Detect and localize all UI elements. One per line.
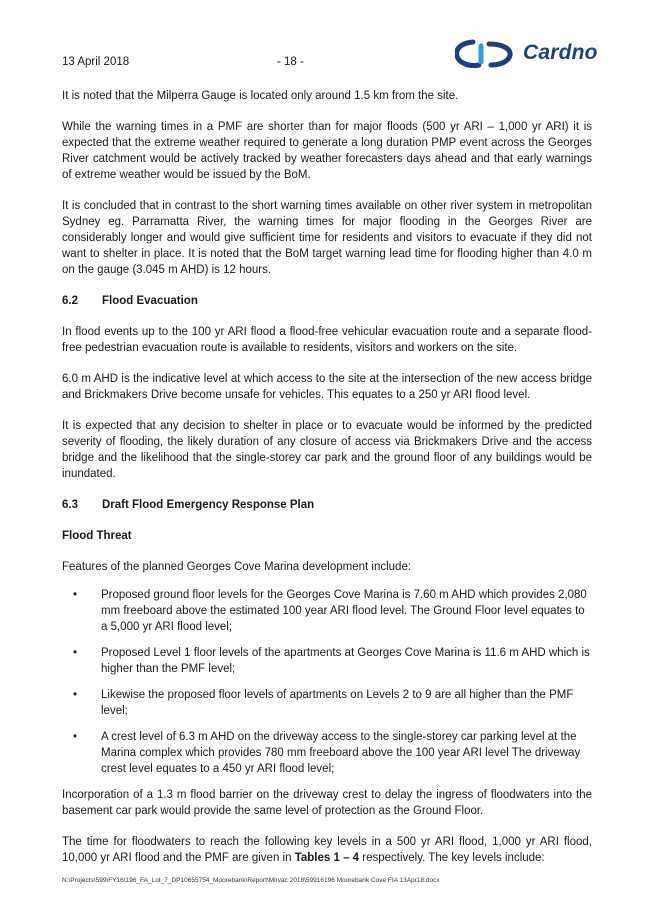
section-title: Draft Flood Emergency Response Plan (102, 499, 315, 511)
cardno-logo (455, 38, 615, 70)
bullet-icon: • (73, 689, 78, 701)
list-item (62, 687, 592, 719)
paragraph: While the warning times in a PMF are shorter than for major floods (500 yr ARI – 1,000 yr ARI) it is expected that the extreme weather required to generate a long duration PMP event across the Georges River catchment would be actively tracked by weather forecasters days ahead and that early warnings of extreme weather would be issued by the BoM. (62, 121, 592, 181)
paragraph: 6.0 m AHD is the indicative level at which access to the site at the intersection of the new access bridge and Brickmakers Drive become unsafe for vehicles. This equates to a 250 yr ARI flood level. (62, 373, 592, 401)
section-heading-6-3 (62, 497, 592, 513)
paragraph: In flood events up to the 100 yr ARI flood a flood-free vehicular evacuation route and a separate flood-free pedestrian evacuation route is available to residents, visitors and workers on the site. (62, 326, 592, 354)
paragraph: Features of the planned Georges Cove Marina development include: (62, 561, 412, 573)
cardno-logo-mark-icon (455, 38, 519, 70)
tables-reference: Tables 1 – 4 (294, 852, 360, 864)
list-item (62, 587, 592, 635)
page-number: - 18 - (277, 56, 304, 68)
header-date: 13 April 2018 (62, 56, 130, 68)
text-run: respectively. The key levels include: (359, 852, 545, 864)
page-body (62, 88, 592, 881)
bullet-icon: • (73, 589, 78, 601)
paragraph: It is noted that the Milperra Gauge is located only around 1.5 km from the site. (62, 90, 459, 102)
paragraph: It is expected that any decision to shelter in place or to evacuate would be informed by the predicted severity of flooding, the likely duration of any closure of access via Brickmakers Drive and the access bridge and the likelihood that the single-storey car park and the ground floor of any buildings would be inundated. (62, 420, 592, 480)
paragraph: It is concluded that in contrast to the short warning times available on other river system in metropolitan Sydney eg. Parramatta River, the warning times for major flooding in the Georges River are considerably longer and would give sufficient time for residents and visitors to evacuate if they did not want to shelter in place. It is noted that the BoM target warning lead time for flooding higher than 4.0 m on the gauge (3.045 m AHD) is 12 hours. (62, 200, 592, 276)
list-item (62, 645, 592, 677)
list-item (62, 729, 592, 777)
section-title: Flood Evacuation (102, 295, 198, 307)
subheading-flood-threat: Flood Threat (62, 530, 132, 542)
logo-wordmark: Cardno (523, 41, 598, 64)
text-run: The time for floodwaters to reach the following key levels in a 500 yr ARI flood, 1,000 yr ARI flood, 10,000 yr ARI flood and the PMF are given in (62, 836, 592, 864)
list-item-text: A crest level of 6.3 m AHD on the driveway access to the single-storey car parking level at the Marina complex which provides 780 mm freeboard above the 100 year ARI level The driveway crest level equates to a 450 yr ARI flood level; (101, 731, 581, 775)
paragraph-tables (62, 834, 592, 866)
bullet-icon: • (73, 731, 78, 743)
section-number: 6.3 (62, 499, 78, 511)
paragraph: Incorporation of a 1.3 m flood barrier on the driveway crest to delay the ingress of floodwaters into the basement car park would provide the same level of protection as the Ground Floor. (62, 789, 592, 817)
bullet-icon: • (73, 647, 78, 659)
section-heading-6-2 (62, 293, 592, 309)
features-list (62, 587, 592, 777)
footer-file-path: N:\Projects\599\FY16\196_FA_Lot_7_DP10655754_Moorebank\Report\Mirvac 2018\59916196 Moorebank Cove FIA 13Apr18.docx (62, 877, 440, 884)
list-item-text: Likewise the proposed floor levels of apartments on Levels 2 to 9 are all higher than the PMF level; (101, 689, 574, 717)
section-number: 6.2 (62, 295, 78, 307)
list-item-text: Proposed ground floor levels for the Georges Cove Marina is 7.60 m AHD which provides 2,080 mm freeboard above the estimated 100 year ARI flood level. The Ground Floor level equates to a 5,000 yr ARI flood level; (101, 589, 587, 633)
list-item-text: Proposed Level 1 floor levels of the apartments at Georges Cove Marina is 11.6 m AHD which is higher than the PMF level; (101, 647, 590, 675)
